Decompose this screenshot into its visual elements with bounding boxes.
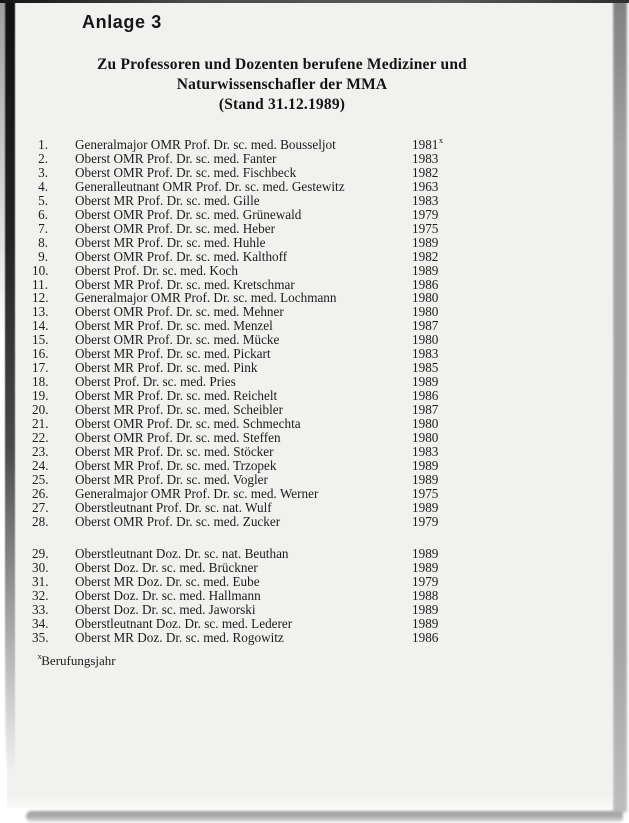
item-year: 1989 xyxy=(412,457,439,473)
list-item xyxy=(7,589,612,603)
item-name: Oberst OMR Prof. Dr. sc. med. Heber xyxy=(75,220,275,236)
item-year: 1963 xyxy=(412,178,439,194)
item-year: 1989 xyxy=(412,601,439,617)
page-shadow-right xyxy=(613,0,627,812)
list-item xyxy=(7,166,612,180)
item-name: Oberst MR Prof. Dr. sc. med. Huhle xyxy=(75,234,266,250)
item-name: Oberst Doz. Dr. sc. med. Hallmann xyxy=(75,587,261,603)
list-item xyxy=(7,473,612,487)
item-year: 1988 xyxy=(412,587,439,603)
list-item xyxy=(7,333,612,347)
item-year: 1980 xyxy=(412,430,439,446)
list-item xyxy=(7,547,612,561)
item-year: 1989 xyxy=(412,374,439,390)
item-number: 34. xyxy=(32,615,49,631)
list-item xyxy=(7,389,612,403)
item-name: Oberst MR Prof. Dr. sc. med. Pink xyxy=(75,360,258,376)
item-number: 2. xyxy=(38,150,48,166)
item-year: 1983 xyxy=(412,443,439,459)
document-title xyxy=(7,55,557,115)
list-item xyxy=(7,278,612,292)
list-item xyxy=(7,445,612,459)
scan-left-edge xyxy=(5,0,15,770)
item-year: 1983 xyxy=(412,192,439,208)
item-year: 1989 xyxy=(412,234,439,250)
item-name: Oberst OMR Prof. Dr. sc. med. Grünewald xyxy=(75,206,302,222)
item-number: 32. xyxy=(32,587,49,603)
list-item xyxy=(7,291,612,305)
item-number: 9. xyxy=(38,248,48,264)
item-year: 1983 xyxy=(412,150,439,166)
item-number: 5. xyxy=(38,192,48,208)
item-year: 1989 xyxy=(412,546,439,561)
item-number: 26. xyxy=(32,485,49,501)
item-number: 4. xyxy=(38,178,48,194)
professors-list xyxy=(7,134,612,529)
item-number: 25. xyxy=(32,471,49,487)
item-number: 20. xyxy=(32,402,49,418)
item-number: 33. xyxy=(32,601,49,617)
item-name: Generalmajor OMR Prof. Dr. sc. med. Bousseljot xyxy=(75,137,336,152)
item-name: Oberst Prof. Dr. sc. med. Pries xyxy=(75,374,236,390)
item-name: Oberst MR Prof. Dr. sc. med. Vogler xyxy=(75,471,268,487)
item-name: Oberstleutnant Doz. Dr. sc. nat. Beuthan xyxy=(75,546,289,561)
list-item xyxy=(7,603,612,617)
item-name: Oberst MR Doz. Dr. sc. med. Eube xyxy=(75,573,260,589)
item-year: 1980 xyxy=(412,304,439,320)
item-number: 23. xyxy=(32,443,49,459)
item-number: 8. xyxy=(38,234,48,250)
list-item xyxy=(7,561,612,575)
list-item xyxy=(7,194,612,208)
item-number: 15. xyxy=(32,332,49,348)
list-item xyxy=(7,361,612,375)
item-name: Generalmajor OMR Prof. Dr. sc. med. Lochmann xyxy=(75,290,337,306)
item-name: Oberst Doz. Dr. sc. med. Jaworski xyxy=(75,601,256,617)
item-year: 1989 xyxy=(412,471,439,487)
list-item xyxy=(7,305,612,319)
item-name: Oberst MR Prof. Dr. sc. med. Reichelt xyxy=(75,388,278,404)
list-item xyxy=(7,631,612,645)
dozenten-list xyxy=(7,547,612,645)
item-year: 1979 xyxy=(412,573,439,589)
item-year: 1986 xyxy=(412,388,439,404)
list-item xyxy=(7,180,612,194)
item-number: 21. xyxy=(32,416,49,432)
item-number: 12. xyxy=(32,290,49,306)
item-year: 1980 xyxy=(412,416,439,432)
list-item xyxy=(7,403,612,417)
item-year: 1987 xyxy=(412,318,439,334)
item-year: 1987 xyxy=(412,402,439,418)
item-year: 1983 xyxy=(412,346,439,362)
item-number: 13. xyxy=(32,304,49,320)
item-year: 1989 xyxy=(412,559,439,575)
item-number: 35. xyxy=(32,629,49,645)
item-name: Oberstleutnant Prof. Dr. sc. nat. Wulf xyxy=(75,499,272,515)
item-year: 1982 xyxy=(412,164,439,180)
scan-top-edge xyxy=(0,0,629,3)
item-number: 17. xyxy=(32,360,49,376)
item-number: 28. xyxy=(32,513,49,529)
item-name: Oberst MR Prof. Dr. sc. med. Menzel xyxy=(75,318,273,334)
list-item xyxy=(7,617,612,631)
list-item xyxy=(7,134,612,152)
item-number: 6. xyxy=(38,206,48,222)
item-year: 1985 xyxy=(412,360,439,376)
item-name: Oberst OMR Prof. Dr. sc. med. Zucker xyxy=(75,513,281,529)
item-year: 1989 xyxy=(412,499,439,515)
list-item xyxy=(7,375,612,389)
item-year: 1986 xyxy=(412,629,439,645)
item-number: 7. xyxy=(38,220,48,236)
list-item xyxy=(7,431,612,445)
item-number: 11. xyxy=(32,276,48,292)
item-year: 1979 xyxy=(412,206,439,222)
page-shadow-bottom xyxy=(26,811,623,822)
item-number: 16. xyxy=(32,346,49,362)
item-name: Oberst MR Prof. Dr. sc. med. Trzopek xyxy=(75,457,277,473)
annotation-label: Anlage 3 xyxy=(82,12,162,32)
title-line-2: Naturwissenschafler der MMA xyxy=(176,76,388,93)
item-name: Oberst Doz. Dr. sc. med. Brückner xyxy=(75,559,258,575)
footnote-marker: x xyxy=(37,650,42,661)
list-item xyxy=(7,575,612,589)
item-name: Oberst MR Prof. Dr. sc. med. Stöcker xyxy=(75,443,274,459)
item-year: 1986 xyxy=(412,276,439,292)
item-year: 1980 xyxy=(412,332,439,348)
item-year: 1989 xyxy=(412,262,439,278)
item-name: Oberst MR Prof. Dr. sc. med. Kretschmar xyxy=(75,276,295,292)
item-number: 31. xyxy=(32,573,49,589)
item-name: Oberst MR Prof. Dr. sc. med. Scheibler xyxy=(75,402,284,418)
title-line-1: Zu Professoren und Dozenten berufene Mediziner und xyxy=(97,56,467,73)
item-name: Oberst MR Prof. Dr. sc. med. Pickart xyxy=(75,346,271,362)
item-year: 1980 xyxy=(412,290,439,306)
item-year: 1975 xyxy=(412,220,439,236)
list-item xyxy=(7,264,612,278)
list-item xyxy=(7,319,612,333)
item-name: Oberst OMR Prof. Dr. sc. med. Fischbeck xyxy=(75,164,297,180)
item-name: Oberstleutnant Doz. Dr. sc. med. Lederer xyxy=(75,615,293,631)
footnote xyxy=(37,650,116,669)
item-number: 3. xyxy=(38,164,48,180)
item-name: Oberst MR Prof. Dr. sc. med. Gille xyxy=(75,192,260,208)
item-number: 22. xyxy=(32,430,49,446)
list-item xyxy=(7,515,612,529)
list-item xyxy=(7,501,612,515)
item-number: 10. xyxy=(32,262,49,278)
item-number: 18. xyxy=(32,374,49,390)
title-line-3: (Stand 31.12.1989) xyxy=(218,96,346,113)
item-name: Oberst MR Doz. Dr. sc. med. Rogowitz xyxy=(75,629,284,645)
item-number: 19. xyxy=(32,388,49,404)
item-name: Generalmajor OMR Prof. Dr. sc. med. Werner xyxy=(75,485,319,501)
item-name: Generalleutnant OMR Prof. Dr. sc. med. Gestewitz xyxy=(75,178,345,194)
item-year: 1979 xyxy=(412,513,439,529)
item-number: 27. xyxy=(32,499,49,515)
item-number: 29. xyxy=(32,546,49,561)
list-item xyxy=(7,208,612,222)
list-item xyxy=(7,250,612,264)
item-name: Oberst OMR Prof. Dr. sc. med. Mücke xyxy=(75,332,280,348)
item-name: Oberst OMR Prof. Dr. sc. med. Fanter xyxy=(75,150,277,166)
item-name: Oberst OMR Prof. Dr. sc. med. Schmechta xyxy=(75,416,301,432)
list-item xyxy=(7,459,612,473)
item-name: Oberst Prof. Dr. sc. med. Koch xyxy=(75,262,238,278)
item-name: Oberst OMR Prof. Dr. sc. med. Steffen xyxy=(75,430,281,446)
year-footnote-marker: x xyxy=(438,134,444,145)
item-year: 1975 xyxy=(412,485,439,501)
list-item xyxy=(7,152,612,166)
item-year: 1981$^x$ xyxy=(412,134,444,152)
item-name: Oberst OMR Prof. Dr. sc. med. Mehner xyxy=(75,304,284,320)
item-number: 30. xyxy=(32,559,49,575)
list-item xyxy=(7,236,612,250)
document-page xyxy=(7,3,612,808)
footnote-text: Berufungsjahr xyxy=(41,653,116,668)
item-number: 24. xyxy=(32,457,49,473)
item-number: 1. xyxy=(38,137,48,152)
item-year: 1982 xyxy=(412,248,439,264)
list-item xyxy=(7,347,612,361)
list-item xyxy=(7,222,612,236)
item-year: 1989 xyxy=(412,615,439,631)
list-item xyxy=(7,417,612,431)
item-number: 14. xyxy=(32,318,49,334)
item-name: Oberst OMR Prof. Dr. sc. med. Kalthoff xyxy=(75,248,288,264)
list-item xyxy=(7,487,612,501)
